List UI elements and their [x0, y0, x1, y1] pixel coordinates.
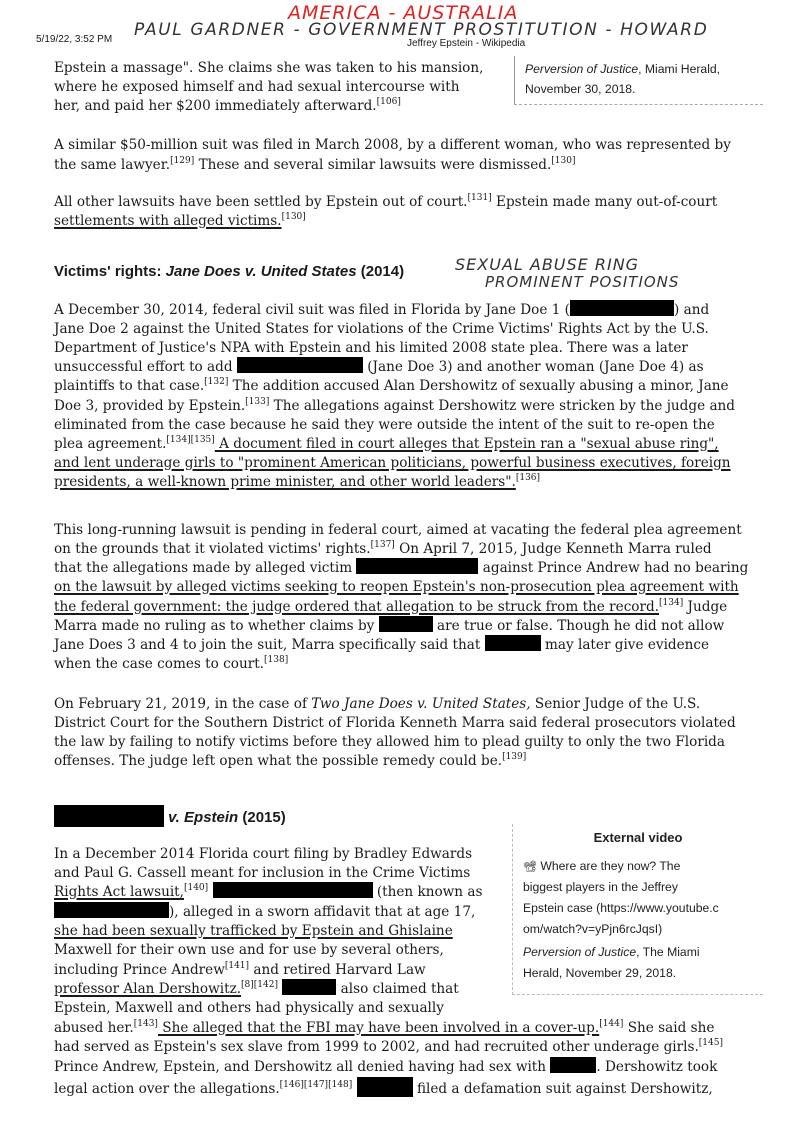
section-heading-v-epstein: [54, 805, 286, 827]
text-line: had served as Epstein's sex slave from 1999 to 2002, and had recruited other underage girls.: [54, 1039, 699, 1055]
heading-text-italic: v. Epstein: [168, 809, 239, 826]
redaction-box: [357, 1077, 413, 1097]
redaction-box: [570, 300, 674, 316]
citation[interactable]: [144]: [599, 1019, 624, 1029]
text-line: Doe 3, provided by Epstein.: [54, 398, 246, 414]
text-line: settlements with alleged victims.: [54, 213, 282, 229]
text-line: the same lawyer.: [54, 157, 171, 173]
section-heading-victims-rights: [54, 263, 404, 280]
text-line: legal action over the allegations.: [54, 1081, 280, 1097]
text-line: she had been sexually trafficked by Epstein and Ghislaine: [54, 923, 453, 939]
text-line: unsuccessful effort to add: [54, 359, 233, 375]
heading-text-italic: Jane Does v. United States: [165, 263, 357, 280]
case-name: Two Jane Does v. United States,: [311, 696, 531, 712]
text-line: her, and paid her $200 immediately afterward.: [54, 98, 377, 114]
source-text: , The Miami: [636, 945, 700, 959]
redaction-box: [213, 882, 373, 898]
handwritten-annotation-side2: PROMINENT POSITIONS: [485, 273, 680, 291]
text-line: where he exposed himself and had sexual intercourse with: [54, 79, 460, 95]
citation[interactable]: [133]: [245, 397, 270, 407]
text-line: ), alleged in a sworn affidavit that at age 17,: [169, 904, 476, 920]
citation[interactable]: [136]: [515, 473, 541, 483]
text-line: including Prince Andrew: [54, 962, 225, 978]
text-line: Epstein, Maxwell and others had physically and sexually: [54, 1000, 444, 1016]
text-line: on the lawsuit by alleged victims seeking to reopen Epstein's non-prosecution plea agreement with: [54, 579, 739, 595]
link-line: Where are they now? The: [540, 859, 681, 873]
text-line: (then known as: [376, 884, 483, 900]
text-line: Epstein made many out-of-court: [491, 194, 718, 210]
text-line: and retired Harvard Law: [249, 962, 426, 978]
handwritten-annotation-red: AMERICA - AUSTRALIA: [288, 2, 519, 24]
citation[interactable]: [137]: [370, 540, 395, 550]
text-line: Senior Judge of the U.S.: [530, 696, 701, 712]
print-page-title: Jeffrey Epstein - Wikipedia: [407, 38, 526, 49]
citation[interactable]: [131]: [467, 193, 492, 203]
heading-text: (2015): [238, 809, 286, 826]
text-line: In a December 2014 Florida court filing by Bradley Edwards: [54, 846, 473, 862]
sidebar-reference-title: Perversion of Justice: [525, 62, 639, 76]
redaction-box: [379, 616, 433, 632]
text-line: Jane Doe 2 against the United States for violations of the Crime Victims' Rights Act by the U.S.: [54, 321, 709, 337]
text-line: and lent underage girls to "prominent American politicians, powerful business executives, foreign: [54, 455, 731, 471]
redaction-box: [356, 558, 478, 574]
citation[interactable]: [146][147][148]: [279, 1080, 353, 1090]
text-line: Marra made no ruling as to whether claims by: [54, 618, 375, 634]
text-line: offenses. The judge left open what the possible remedy could be.: [54, 753, 503, 769]
text-line: plaintiffs to that case.: [54, 378, 205, 394]
text-line: She said she: [623, 1020, 715, 1036]
external-video-title: External video: [593, 830, 683, 845]
text-line: also claimed that: [340, 981, 459, 997]
text-line: plea agreement.: [54, 436, 167, 452]
text-line: District Court for the Southern District of Florida Kenneth Marra said federal prosecutors violated: [54, 715, 736, 731]
link-line: Epstein case (https://www.youtube.c: [523, 901, 719, 915]
handwritten-annotation-side1: SEXUAL ABUSE RING: [455, 255, 640, 274]
handwritten-annotation-top: PAUL GARDNER - GOVERNMENT PROSTITUTION - HOWARD: [134, 20, 709, 40]
text-line: and Paul G. Cassell meant for inclusion in the Crime Victims: [54, 865, 471, 881]
text-line: The allegations against Dershowitz were stricken by the judge and: [269, 398, 736, 414]
text-line: may later give evidence: [544, 637, 710, 653]
text-line: ) and: [673, 302, 710, 318]
text-line: . Dershowitz took: [596, 1059, 718, 1075]
text-line: professor Alan Dershowitz.: [54, 981, 242, 997]
text-line: This long-running lawsuit is pending in federal court, aimed at vacating the federal plea agreement: [54, 522, 742, 538]
source-title: Perversion of Justice: [523, 945, 637, 959]
citation[interactable]: [134][135]: [166, 435, 215, 445]
text-line: On February 21, 2019, in the case of: [54, 696, 312, 712]
heading-text: (2014): [356, 263, 405, 280]
text-line: She alleged that the FBI may have been involved in a cover-up.: [157, 1020, 600, 1036]
text-line: Epstein a massage". She claims she was taken to his mansion,: [54, 60, 484, 76]
citation[interactable]: [141]: [224, 961, 250, 971]
text-line: Maxwell for their own use and for use by several others,: [54, 942, 444, 958]
text-line: against Prince Andrew had no bearing: [482, 560, 749, 576]
citation[interactable]: [130]: [551, 156, 576, 166]
text-line: Department of Justice's NPA with Epstein and his limited 2008 state plea. There was a later: [54, 340, 688, 356]
sidebar-reference-date: November 30, 2018.: [525, 82, 636, 96]
redaction-box: [237, 357, 363, 373]
text-line: Rights Act lawsuit,: [54, 884, 184, 900]
text-line: that the allegations made by alleged victim: [54, 560, 353, 576]
text-line: A document filed in court alleges that Epstein ran a "sexual abuse ring",: [214, 436, 719, 452]
text-line: A similar $50-million suit was filed in March 2008, by a different woman, who was represented by: [54, 137, 731, 153]
redaction-box: [282, 979, 336, 995]
citation[interactable]: [134]: [659, 598, 684, 608]
text-line: when the case comes to court.: [54, 656, 264, 672]
text-line: All other lawsuits have been settled by Epstein out of court.: [54, 194, 468, 210]
citation[interactable]: [140]: [183, 883, 209, 893]
link-line: om/watch?v=yPjn6rcJqsI): [523, 922, 663, 936]
text-line: These and several similar lawsuits were dismissed.: [194, 157, 552, 173]
text-line: Prince Andrew, Epstein, and Dershowitz all denied having had sex with: [54, 1059, 547, 1075]
citation[interactable]: [138]: [264, 655, 289, 665]
redaction-box: [54, 805, 164, 827]
text-line: (Jane Doe 3) and another woman (Jane Doe 4) as: [367, 359, 704, 375]
external-video-box: [512, 824, 763, 995]
text-line: the law by failing to notify victims before they allowed him to plead guilty to only the two Florida: [54, 734, 725, 750]
citation[interactable]: [145]: [698, 1038, 723, 1048]
redaction-box: [54, 902, 169, 918]
citation[interactable]: [129]: [170, 156, 195, 166]
text-line: Judge: [683, 599, 728, 615]
text-line: Jane Does 3 and 4 to join the suit, Marra specifically said that: [54, 637, 481, 653]
citation[interactable]: [130]: [281, 212, 306, 222]
text-line: on the grounds that it violated victims' rights.: [54, 541, 371, 557]
citation[interactable]: [8][142]: [241, 980, 278, 990]
print-timestamp: 5/19/22, 3:52 PM: [36, 34, 113, 45]
text-line: are true or false. Though he did not allow: [437, 618, 725, 634]
text-line: On April 7, 2015, Judge Kenneth Marra ruled: [394, 541, 712, 557]
text-line: The addition accused Alan Dershowitz of sexually abusing a minor, Jane: [228, 378, 729, 394]
citation[interactable]: [106]: [376, 97, 401, 107]
heading-text: Victims' rights:: [54, 263, 166, 280]
text-line: abused her.: [54, 1020, 134, 1036]
text-line: filed a defamation suit against Dershowitz,: [416, 1081, 713, 1097]
citation[interactable]: [139]: [502, 752, 527, 762]
text-line: presidents, a well-known prime minister, and other world leaders".: [54, 474, 516, 490]
source-text: Herald, November 29, 2018.: [523, 966, 677, 980]
citation[interactable]: [143]: [133, 1019, 158, 1029]
sidebar-reference-box: [514, 56, 763, 105]
text-line: eliminated from the case because he said they were outside the intent of the suit to re-open the: [54, 417, 715, 433]
citation[interactable]: [132]: [204, 377, 229, 387]
sidebar-reference-rest: , Miami Herald,: [638, 62, 721, 76]
text-line: A December 30, 2014, federal civil suit was filed in Florida by Jane Doe 1 (: [54, 302, 570, 318]
video-icon: 📽: [523, 861, 537, 873]
text-line: the federal government: the judge ordered that allegation to be struck from the record.: [54, 599, 660, 615]
redaction-box: [550, 1057, 596, 1073]
redaction-box: [485, 635, 541, 651]
link-line: biggest players in the Jeffrey: [523, 880, 678, 894]
